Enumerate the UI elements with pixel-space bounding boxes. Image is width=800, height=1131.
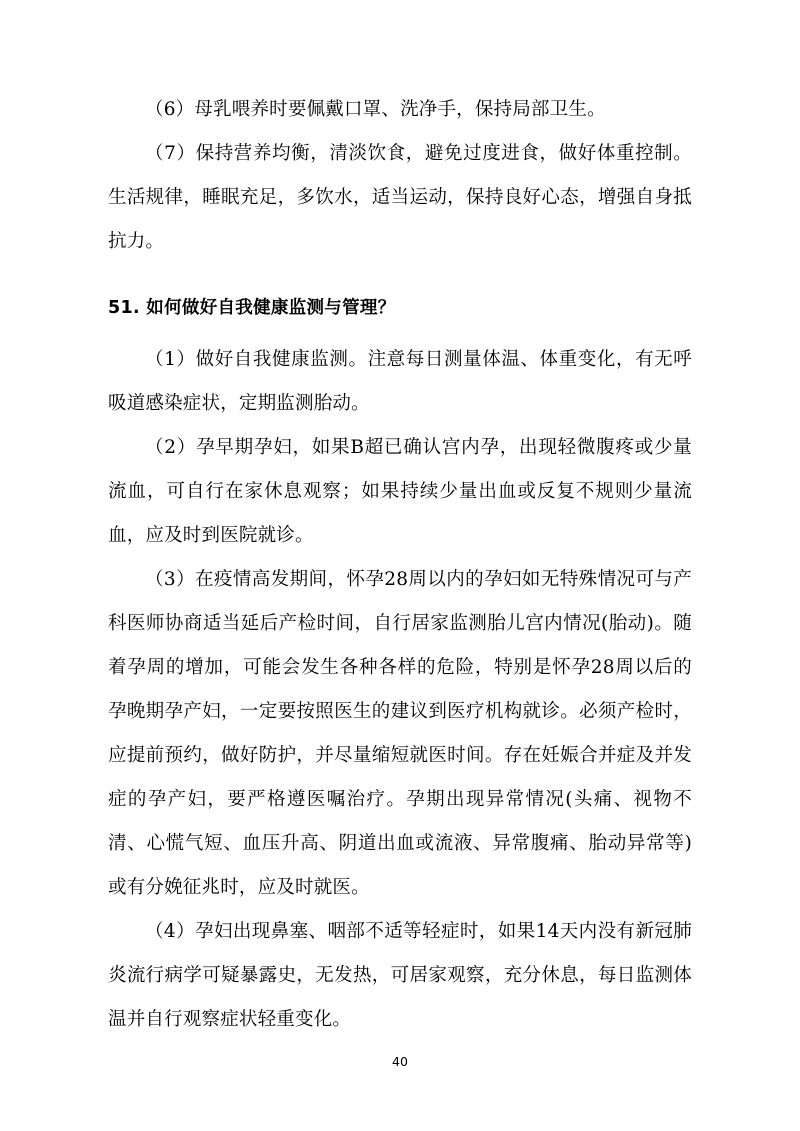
paragraph-51-2: （2）孕早期孕妇，如果B超已确认宫内孕，出现轻微腹疼或少量流血，可自行在家休息观察；如果持续少量出血或反复不规则少量流血，应及时到医院就诊。 [108,437,692,546]
paragraph-7: （7）保持营养均衡，清淡饮食，避免过度进食，做好体重控制。生活规律，睡眠充足，多饮水，适当运动，保持良好心态，增强自身抵抗力。 [108,143,692,252]
paragraph-51-1: （1）做好自我健康监测。注意每日测量体温、体重变化，有无呼吸道感染症状，定期监测胎动。 [108,349,692,414]
paragraph-6: （6）母乳喂养时要佩戴口罩、洗净手，保持局部卫生。 [145,99,606,120]
paragraph-51-4: （4）孕妇出现鼻塞、咽部不适等轻症时，如果14天内没有新冠肺炎流行病学可疑暴露史，无发热，可居家观察，充分休息，每日监测体温并自行观察症状轻重变化。 [108,921,692,1030]
section-continued-list [108,88,692,264]
section-question-51 [108,338,692,1042]
page-number: 40 [392,1054,408,1069]
paragraph-51-3: （3）在疫情高发期间，怀孕28周以内的孕妇如无特殊情况可与产科医师协商适当延后产检时间，自行居家监测胎儿宫内情况(胎动)。随着孕周的增加，可能会发生各种各样的危险，特别是怀孕28周以后的孕晚期孕产妇，一定要按照医生的建议到医疗机构就诊。必须产检时，应提前预约，做好防护，并尽量缩短就医时间。存在妊娠合并症及并发症的孕产妇，要严格遵医嘱治疗。孕期出现异常情况(头痛、视物不清、心慌气短、血压升高、阴道出血或流液、异常腹痛、胎动异常等)或有分娩征兆时，应及时就医。 [108,569,692,898]
section-heading-51: 51. 如何做好自我健康监测与管理？ [108,298,396,318]
